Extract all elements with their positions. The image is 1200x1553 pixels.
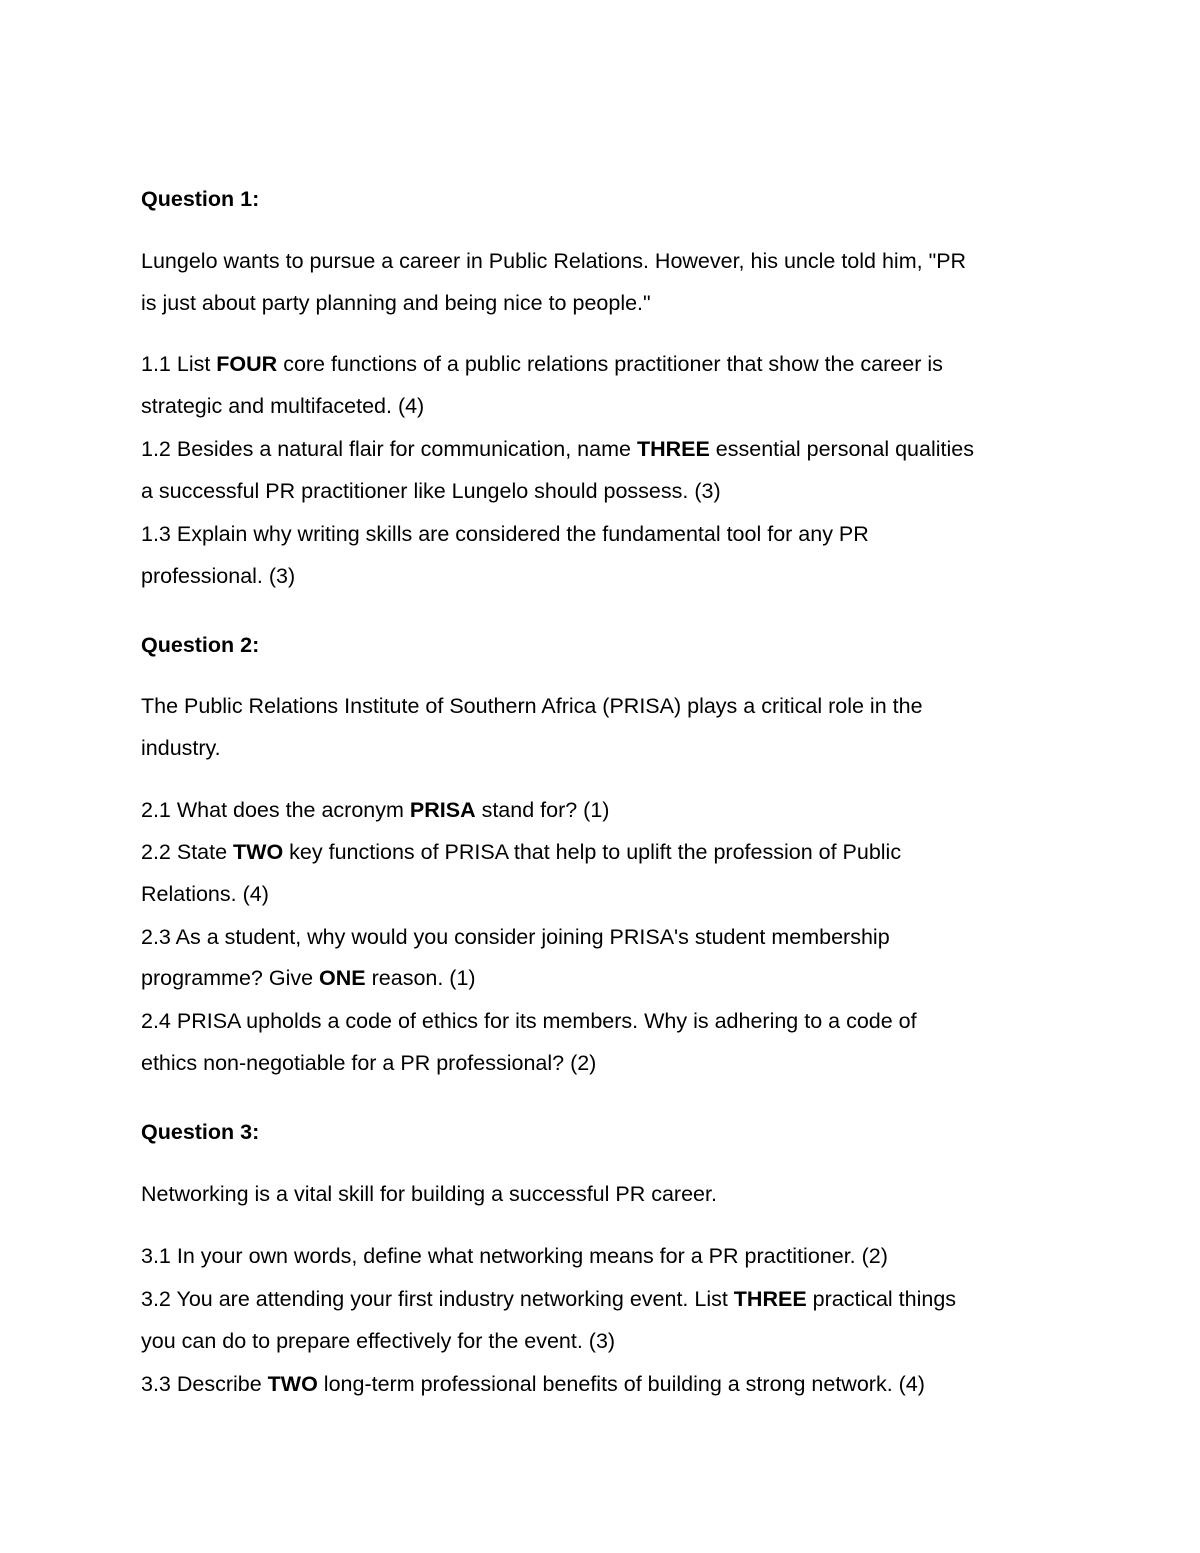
question-3-2-line-2: you can do to prepare effectively for the event. (3) [141,1329,616,1353]
question-2-2-line-1 [141,838,901,866]
question-3-2-text: 3.2 You are attending your first industry networking event. List [141,1287,734,1311]
question-1-3-line-1: 1.3 Explain why writing skills are considered the fundamental tool for any PR [141,522,869,546]
question-2-3-emphasis: ONE [319,966,366,990]
question-2-4-line-1: 2.4 PRISA upholds a code of ethics for its members. Why is adhering to a code of [141,1009,917,1033]
question-1-2-line-2: a successful PR practitioner like Lungelo should possess. (3) [141,479,721,503]
question-3-intro-line-1: Networking is a vital skill for building a successful PR career. [141,1182,717,1206]
question-1-3-line-2: professional. (3) [141,564,296,588]
question-3-2-line-1 [141,1285,956,1313]
question-2-heading: Question 2: [141,633,260,657]
question-2-1-text-cont: stand for? (1) [475,798,610,822]
question-1-2-emphasis: THREE [636,437,710,461]
question-1-1-text-cont: core functions of a public relations practitioner that show the career is [277,352,943,376]
question-1-2-text-cont: essential personal qualities [709,437,974,461]
question-2-2-line-2: Relations. (4) [141,882,269,906]
question-2-intro-line-1: The Public Relations Institute of Southern Africa (PRISA) plays a critical role in the [141,694,923,718]
question-3-3-text: 3.3 Describe [141,1372,268,1396]
question-3-3-text-cont: long-term professional benefits of building a strong network. (4) [317,1372,925,1396]
question-1-heading: Question 1: [141,187,260,211]
question-1-2-text: 1.2 Besides a natural flair for communication, name [141,437,637,461]
question-3-3-emphasis: TWO [267,1372,318,1396]
question-1-intro-line-1: Lungelo wants to pursue a career in Public Relations. However, his uncle told him, "PR [141,249,967,273]
question-2-3-line-1: 2.3 As a student, why would you consider joining PRISA's student membership [141,925,890,949]
question-2-2-text-cont: key functions of PRISA that help to uplift the profession of Public [283,840,902,864]
question-2-1-emphasis: PRISA [409,798,476,822]
question-2-intro-line-2: industry. [141,736,221,760]
question-3-2-text-cont: practical things [806,1287,957,1311]
question-1-intro-line-2: is just about party planning and being nice to people." [141,291,651,315]
question-3-2-emphasis: THREE [733,1287,807,1311]
question-2-3-text: programme? Give [141,966,320,990]
question-1-1-line-1 [141,350,943,378]
question-1-1-text: 1.1 List [141,352,217,376]
question-2-4-line-2: ethics non-negotiable for a PR professional? (2) [141,1051,597,1075]
question-2-1-line-1 [141,796,609,824]
question-1-1-emphasis: FOUR [216,352,278,376]
question-3-1-line-1: 3.1 In your own words, define what networking means for a PR practitioner. (2) [141,1244,888,1268]
question-3-heading: Question 3: [141,1120,260,1144]
question-1-2-line-1 [141,435,974,463]
question-2-3-line-2 [141,964,476,992]
question-2-2-text: 2.2 State [141,840,234,864]
question-2-1-text: 2.1 What does the acronym [141,798,410,822]
question-3-3-line-1 [141,1370,925,1398]
question-2-3-text-cont: reason. (1) [365,966,476,990]
question-2-2-emphasis: TWO [233,840,284,864]
question-1-1-line-2: strategic and multifaceted. (4) [141,394,425,418]
